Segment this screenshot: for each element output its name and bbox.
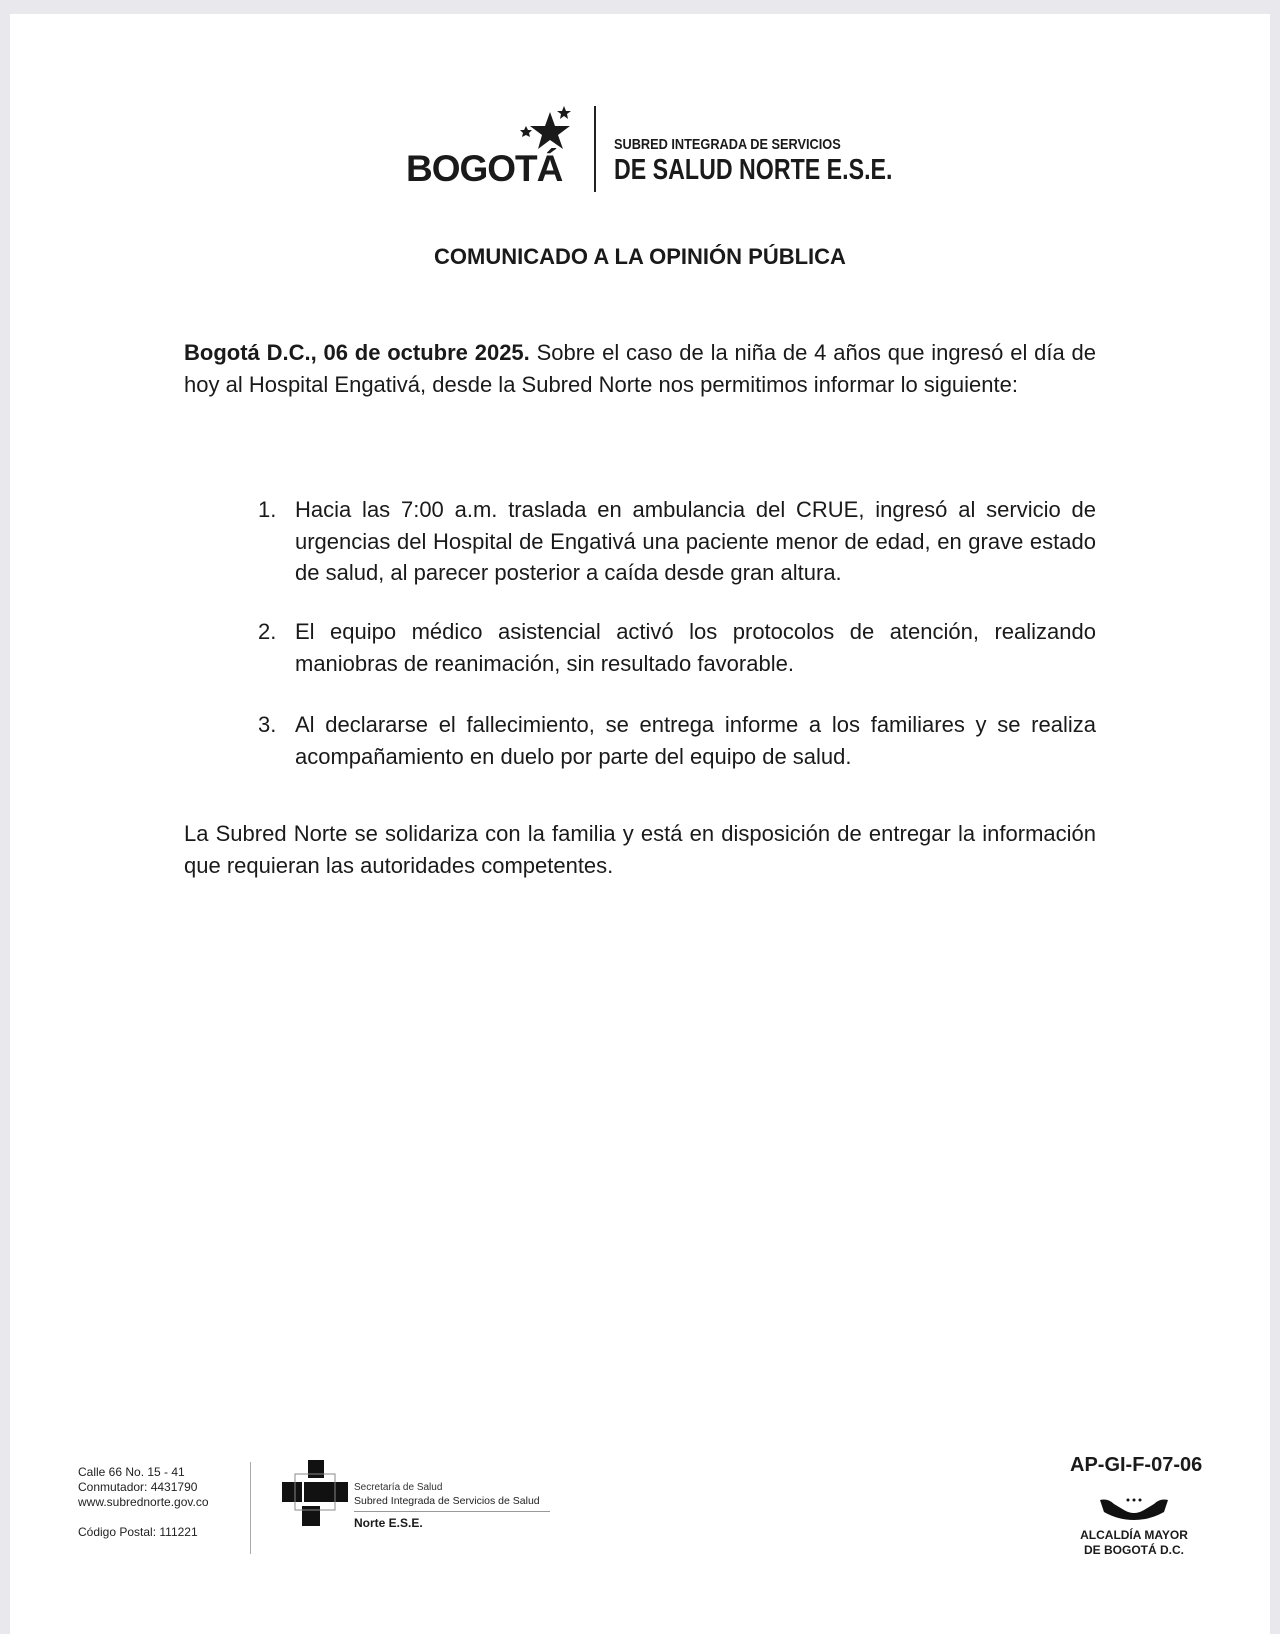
footer-postal: Código Postal: 111221 (78, 1525, 198, 1539)
item-number: 3. (258, 712, 277, 737)
closing-paragraph: La Subred Norte se solidariza con la familia y está en disposición de entregar la información que requieran las autoridades competentes. (184, 821, 1096, 878)
alcaldia-line2: DE BOGOTÁ D.C. (1083, 1543, 1184, 1557)
footer-logo-rule (354, 1511, 550, 1512)
list-item (258, 616, 1096, 679)
page-title: COMUNICADO A LA OPINIÓN PÚBLICA (434, 244, 846, 269)
intro-lead: Bogotá D.C., 06 de octubre 2025. (184, 340, 530, 365)
logo-divider (594, 106, 596, 192)
alcaldia-line1: ALCALDÍA MAYOR (1080, 1528, 1188, 1542)
footer-logo-line1: Secretaría de Salud (354, 1482, 443, 1493)
item-text: Hacia las 7:00 a.m. traslada en ambulancia del CRUE, ingresó al servicio de urgencias del Hospital de Engativá una paciente menor de edad, en grave estado de salud, al parecer posterior a caída desde gran altura. (295, 497, 1096, 585)
footer-phone: Conmutador: 4431790 (78, 1480, 198, 1494)
subred-cross-logo (282, 1460, 348, 1528)
item-text: Al declararse el fallecimiento, se entrega informe a los familiares y se realiza acompañamiento en duelo por parte del equipo de salud. (295, 712, 1096, 769)
org-line2: DE SALUD NORTE E.S.E. (614, 154, 893, 186)
item-number: 1. (258, 497, 277, 522)
alcaldia-shield-icon (1100, 1498, 1168, 1520)
document-code: AP-GI-F-07-06 (1070, 1454, 1203, 1476)
bogota-logo: BOGOTÁ (406, 148, 563, 189)
footer-contact (78, 1465, 209, 1540)
org-line1: SUBRED INTEGRADA DE SERVICIOS (614, 136, 841, 153)
footer-logo-line3: Norte E.S.E. (354, 1516, 423, 1530)
list-item (258, 709, 1096, 772)
footer-logo-line2: Subred Integrada de Servicios de Salud (354, 1495, 540, 1507)
alcaldia-logo (1060, 1528, 1208, 1558)
item-number: 2. (258, 619, 277, 644)
footer-website: www.subrednorte.gov.co (78, 1495, 209, 1509)
footer-address: Calle 66 No. 15 - 41 (78, 1465, 185, 1479)
intro-paragraph (184, 337, 1096, 400)
list-item (258, 494, 1096, 589)
item-text: El equipo médico asistencial activó los protocolos de atención, realizando maniobras de reanimación, sin resultado favorable. (295, 619, 1096, 676)
footer-divider (250, 1462, 251, 1554)
intro-text: Sobre el caso de la niña de 4 años que ingresó el día de hoy al Hospital Engativá, desde la Subred Norte nos permitimos informar lo siguiente: (184, 340, 1096, 397)
